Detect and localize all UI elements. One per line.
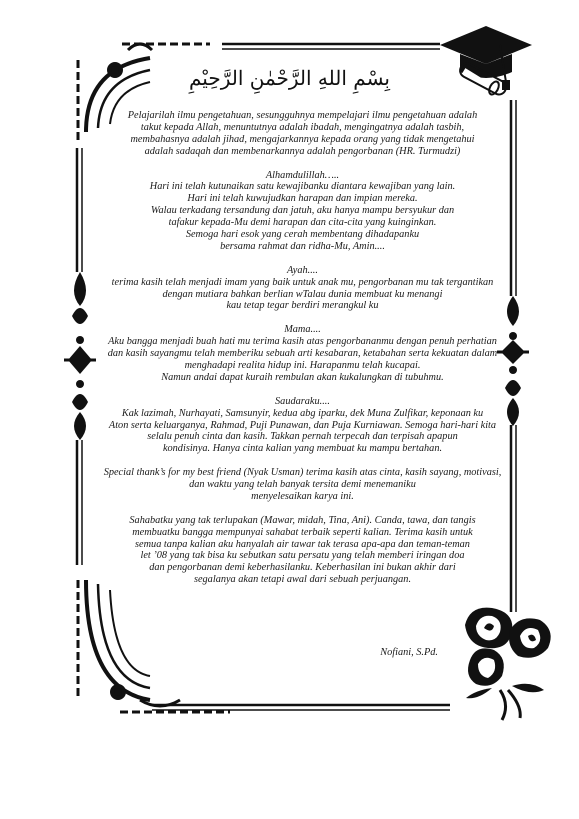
text-line: Kak lazimah, Nurhayati, Samsunyir, kedua abg iparku, dek Muna Zulfikar, keponaan ku [121,407,484,419]
paragraph [100,170,505,253]
text-line: Hari ini telah kutunaikan satu kewajibanku diantara kewajiban yang lain. [149,181,456,193]
text-line: dengan mutiara bahkan berlian wTalau dunia membuat ku menangi [162,288,443,300]
text-line: selalu penuh cinta dan kasih. Takkan pernah terpecah dan terpisah apapun [147,431,458,443]
paragraph [100,515,505,586]
paragraph [100,324,505,384]
text-line: Special thank’s for my best friend (Nyak Usman) terima kasih atas cinta, kasih sayang, motivasi, [103,467,502,479]
paragraph [100,396,505,456]
text-line: Walau terkadang tersandung dan jatuh, aku hanya mampu bersyukur dan [150,205,455,217]
text-line: dan waktu yang telah banyak tersita demi menemaniku [189,479,416,491]
text-line: kondisinya. Hanya cinta kalian yang membuat ku mampu bertahan. [162,443,443,455]
text-line: Semoga hari esok yang cerah membentang dihadapanku [185,229,420,241]
text-line: bersama rahmat dan ridha-Mu, Amin.... [220,240,385,252]
text-line: Saudaraku.... [275,395,330,407]
text-line: adalah sadaqah dan membenarkannya adalah pengorbanan (HR. Turmudzi) [144,145,461,157]
text-line: dan pengorbanan demi keberhasilanku. Keberhasilan ini bukan akhir dari [149,562,456,574]
paragraph [100,467,505,503]
text-line: Namun andai dapat kuraih rembulan akan kukalungkan di tubuhmu. [161,371,444,383]
paragraph [100,265,505,313]
text-line: terima kasih telah menjadi imam yang baik untuk anak mu, pengorbanan mu tak tergantikan [111,276,494,288]
basmala-calligraphy: بِسْمِ اللهِ الرَّحْمٰنِ الرَّحِيْمِ [188,66,390,90]
corner-ornament-bottom-left [78,580,230,712]
text-line: Sahabatku yang tak terlupakan (Mawar, midah, Tina, Ani). Canda, tawa, dan tangis [129,514,476,526]
side-ornament-left [64,272,96,440]
signature: Nofiani, S.Pd. [380,647,438,658]
text-line: Pelajarilah ilmu pengetahuan, sesungguhnya mempelajari ilmu pengetahuan adalah [127,110,478,121]
text-line: tafakur kepada-Mu demi harapan dan cita-cita yang kuinginkan. [168,217,437,229]
text-line: membahasnya adalah jihad, mengajarkannya kepada orang yang tidak mengetahui [130,133,475,145]
top-border-line [222,44,440,49]
text-line: Alhamdulillah….. [265,169,340,181]
text-line: Mama.... [284,324,321,336]
bottom-border-line [152,705,450,710]
text-line: membuatku bangga mempunyai sahabat terbaik seperti kalian. Terima kasih untuk [132,526,473,538]
text-line: dan kasih sayangmu telah memberiku sebuah arti kesabaran, ketabahan serta kekuatan dalam [107,348,498,360]
text-line: semua tanpa kalian aku hanyalah air tawar tak terasa apa-apa dan teman-teman [135,538,470,550]
text-line: takut kepada Allah, menuntutnya adalah ibadah, mengingatnya adalah tasbih, [140,121,465,133]
text-line: menyelesaikan karya ini. [251,490,354,502]
text-line: let ’08 yang tak bisa ku sebutkan satu persatu yang telah memberi iringan doa [140,550,465,562]
rose-bouquet-icon [465,608,551,720]
paragraph [100,110,505,158]
text-line: Aton serta keluarganya, Rahmad, Puji Punawan, dan Puja Kurniawan. Semoga hari-hari kita [108,419,497,431]
text-line: kau tetap tegar berdiri merangkul ku [226,300,379,312]
dedication-body [100,110,505,598]
text-line: Ayah.... [287,264,318,276]
text-line: Hari ini telah kuwujudkan harapan dan impian mereka. [187,193,418,205]
text-line: Aku bangga menjadi buah hati mu terima kasih atas pengorbananmu dengan penuh perhatian [108,336,497,348]
text-line: segalanya akan tetapi awal dari sebuah perjuangan. [193,574,412,586]
text-line: menghadapi realita hidup ini. Harapanmu telah kucapai. [184,359,421,371]
